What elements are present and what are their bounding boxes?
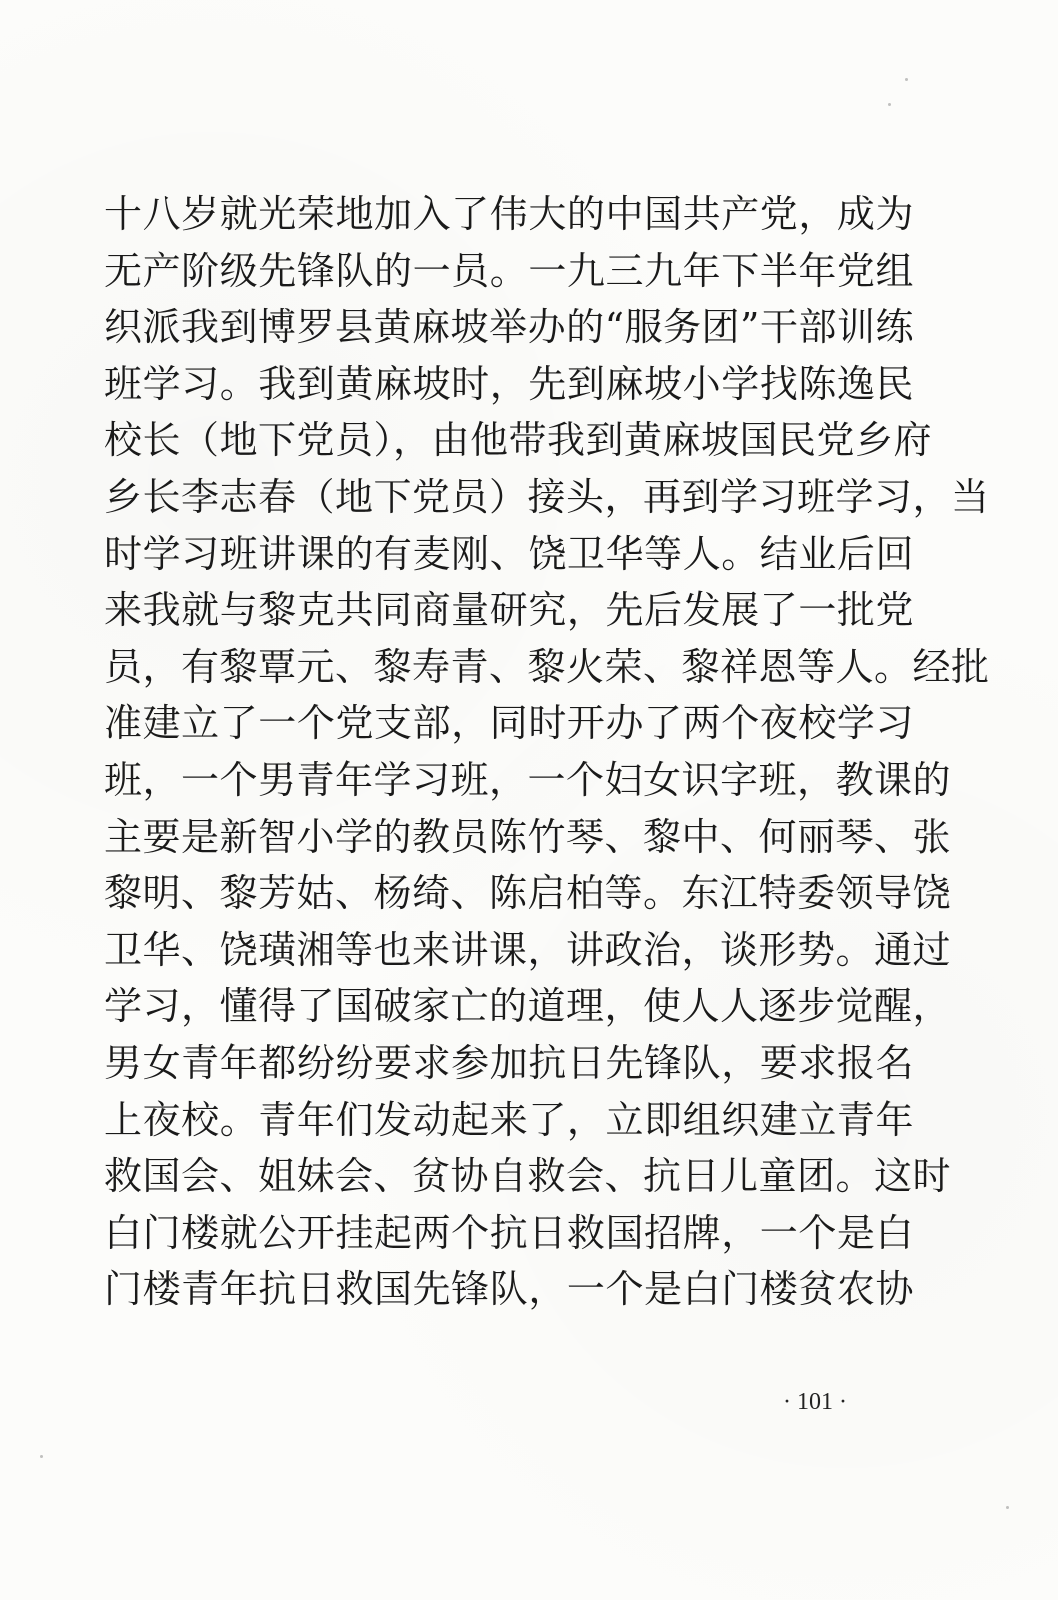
- text-line: 班学习。我到黄麻坡时，先到麻坡小学找陈逸民: [104, 361, 914, 406]
- text-line: 员，有黎覃元、黎寿青、黎火荣、黎祥恩等人。经批: [104, 644, 990, 689]
- text-line: 门楼青年抗日救国先锋队，一个是白门楼贫农协: [104, 1267, 914, 1312]
- scan-speck: [1006, 1506, 1009, 1509]
- text-line: 男女青年都纷纷要求参加抗日先锋队，要求报名: [104, 1040, 914, 1085]
- text-line: 准建立了一个党支部，同时开办了两个夜校学习: [104, 701, 914, 746]
- text-line: 救国会、姐妹会、贫协自救会、抗日儿童团。这时: [104, 1154, 952, 1199]
- text-line: 卫华、饶璜湘等也来讲课，讲政治，谈形势。通过: [104, 927, 952, 972]
- scan-speck: [40, 1455, 43, 1458]
- scan-speck: [905, 78, 908, 81]
- text-line: 学习，懂得了国破家亡的道理，使人人逐步觉醒，: [104, 984, 952, 1029]
- text-line: 无产阶级先锋队的一员。一九三九年下半年党组: [104, 248, 914, 293]
- text-line: 黎明、黎芳姑、杨绮、陈启柏等。东江特委领导饶: [104, 871, 952, 916]
- text-line: 来我就与黎克共同商量研究，先后发展了一批党: [104, 588, 914, 633]
- text-line: 上夜校。青年们发动起来了，立即组织建立青年: [104, 1097, 914, 1142]
- text-line: 校长（地下党员），由他带我到黄麻坡国民党乡府: [104, 418, 933, 463]
- text-line: 十八岁就光荣地加入了伟大的中国共产党，成为: [104, 192, 914, 236]
- text-line: 白门楼就公开挂起两个抗日救国招牌，一个是白: [104, 1210, 914, 1255]
- text-line: 乡长李志春（地下党员）接头，再到学习班学习，当: [104, 474, 990, 519]
- body-text: [104, 186, 990, 1318]
- text-line: 主要是新智小学的教员陈竹琴、黎中、何丽琴、张: [104, 814, 952, 859]
- text-line: 时学习班讲课的有麦刚、饶卫华等人。结业后回: [104, 531, 914, 576]
- text-line: 织派我到博罗县黄麻坡举办的“服务团”干部训练: [104, 305, 914, 350]
- scan-speck: [888, 103, 891, 106]
- page-number: · 101 ·: [783, 1389, 847, 1415]
- text-line: 班，一个男青年学习班，一个妇女识字班，教课的: [104, 757, 952, 802]
